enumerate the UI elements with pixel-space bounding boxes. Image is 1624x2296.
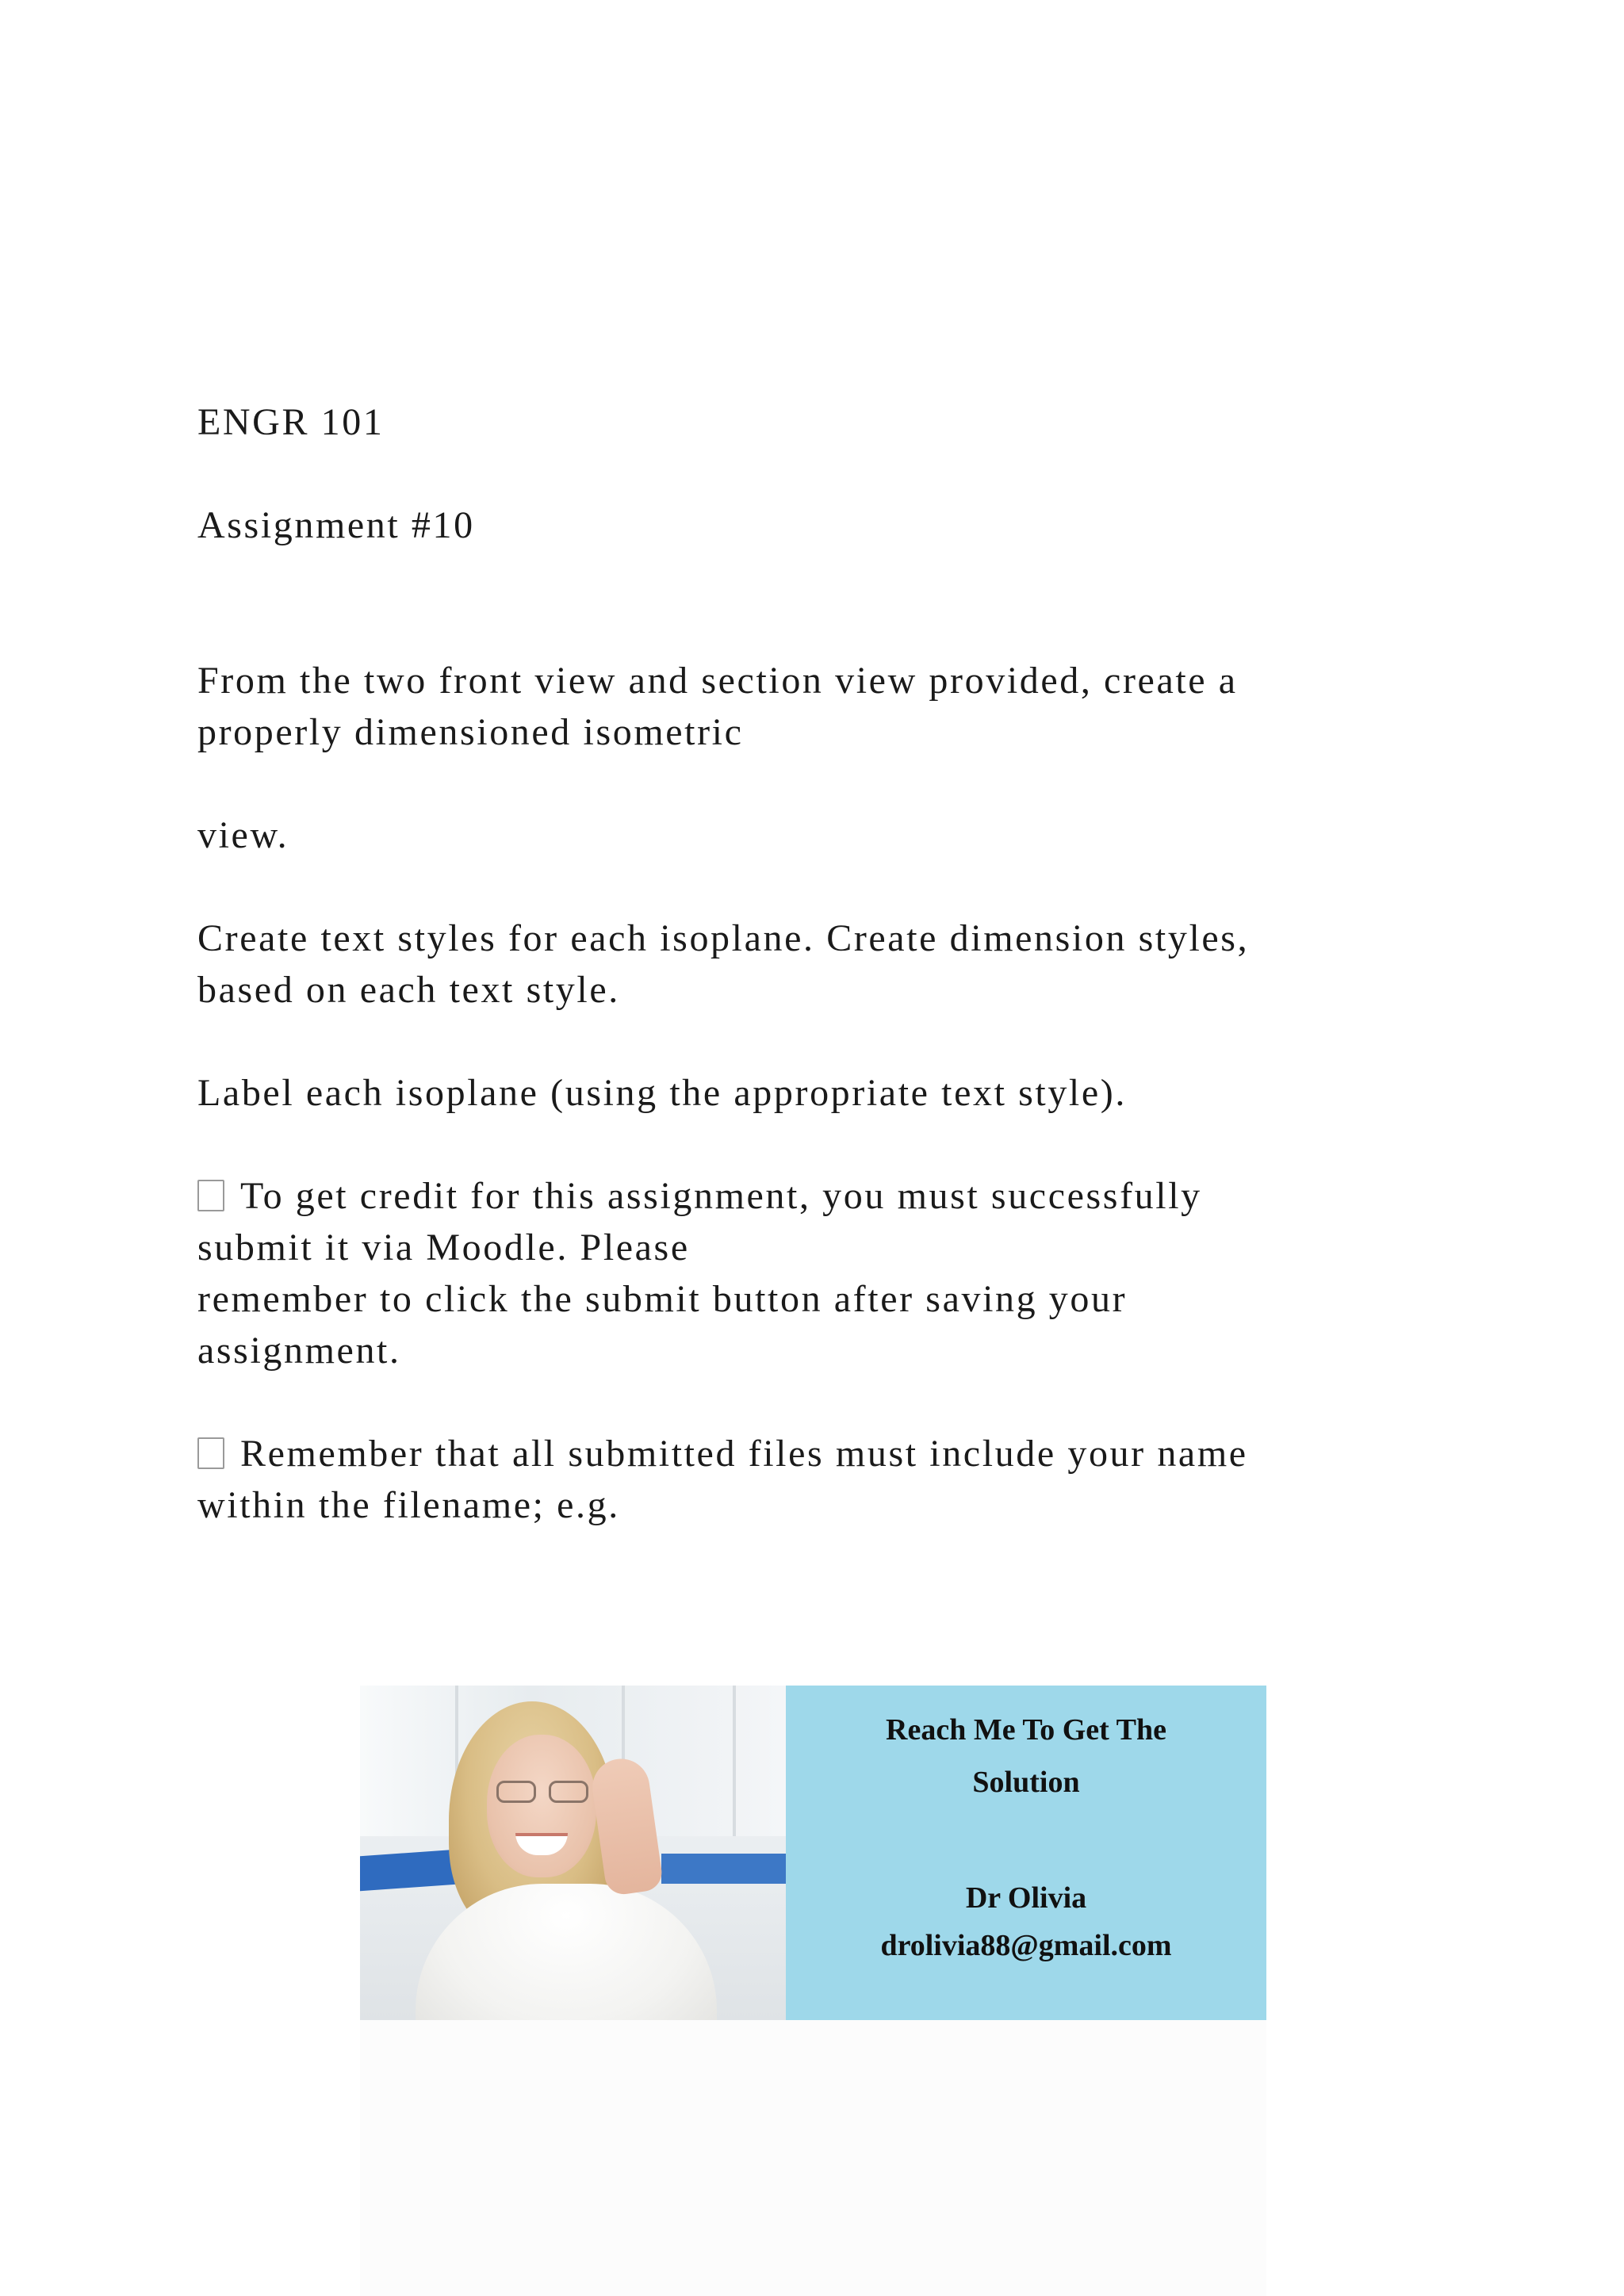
instruction-line: Create text styles for each isoplane. Create dimension styles, xyxy=(197,917,1250,959)
promo-name: Dr Olivia xyxy=(965,1881,1087,1915)
instruction-line: view. xyxy=(197,814,289,856)
bullet-continuation: assignment. xyxy=(197,1330,401,1372)
instruction-line: From the two front view and section view provided, create a xyxy=(197,660,1238,702)
assignment-title: Assignment #10 xyxy=(197,504,475,546)
bullet-continuation: within the filename; e.g. xyxy=(197,1484,620,1526)
instruction-line: based on each text style. xyxy=(197,969,620,1011)
bullet-continuation: remember to click the submit button after saving your xyxy=(197,1278,1128,1320)
bullet-text: Remember that all submitted files must include your name xyxy=(240,1433,1248,1475)
promo-email: drolivia88@gmail.com xyxy=(880,1929,1172,1962)
bullet-continuation: submit it via Moodle. Please xyxy=(197,1226,690,1269)
promo-text-panel xyxy=(786,1686,1266,2020)
promo-banner xyxy=(360,1686,1266,2020)
promo-headline: Reach Me To Get The xyxy=(886,1713,1166,1747)
bullet-text: To get credit for this assignment, you must successfully xyxy=(240,1175,1202,1217)
instruction-line: Label each isoplane (using the appropriate text style). xyxy=(197,1072,1127,1114)
promo-headline: Solution xyxy=(972,1766,1080,1799)
promo-photo xyxy=(360,1686,786,2020)
course-code: ENGR 101 xyxy=(197,401,385,443)
instruction-line: properly dimensioned isometric xyxy=(197,711,744,753)
blank-region xyxy=(360,2020,1266,2296)
bullet-box-icon xyxy=(197,1180,224,1211)
bullet-item xyxy=(197,1428,1434,1479)
document-body xyxy=(197,396,1434,1531)
bullet-item xyxy=(197,1170,1434,1222)
bullet-box-icon xyxy=(197,1437,224,1469)
